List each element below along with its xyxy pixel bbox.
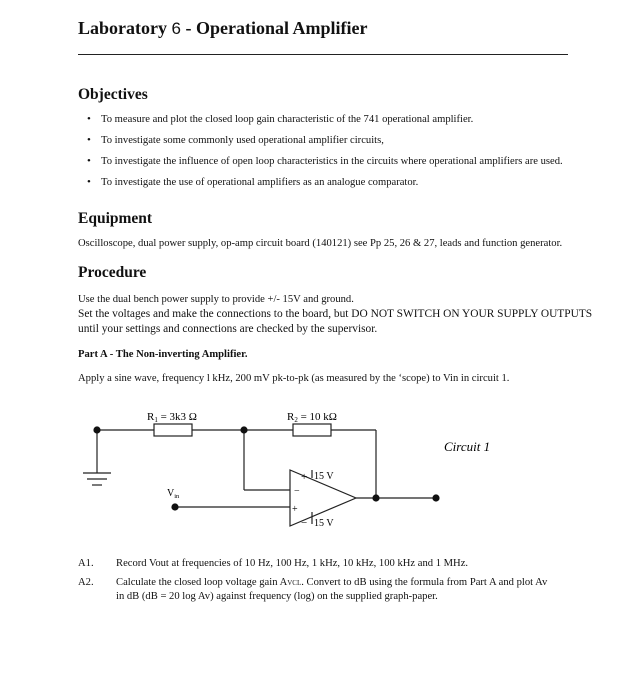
r1-label: R1 = 3k3 Ω [147, 411, 197, 424]
objective-item: • To investigate the influence of open loop characteristics in the circuits where operational amplifiers are used. [87, 155, 563, 167]
opamp-supply-plus: + [301, 471, 308, 483]
question-text: Calculate the closed loop voltage gain AVCL. Convert to dB using the formula from Part A and plot Av [116, 577, 548, 588]
objective-item: • To measure and plot the closed loop gain characteristic of the 741 operational amplifier. [87, 113, 474, 125]
procedure-line-3: until your settings and connections are checked by the supervisor. [78, 323, 378, 335]
question-text: Record Vout at frequencies of 10 Hz, 100 Hz, 1 kHz, 10 kHz, 100 kHz and 1 MHz. [116, 558, 469, 569]
bullet-icon: • [87, 155, 91, 167]
bullet-icon: • [87, 113, 91, 125]
question-number: A2. [78, 577, 94, 588]
circuit-caption: Circuit 1 [444, 439, 491, 454]
procedure-heading: Procedure [78, 264, 147, 281]
resistor-r1 [154, 424, 192, 436]
opamp-inverting-sign: − [294, 486, 300, 497]
procedure-line-2: Set the voltages and make the connections to the board, but DO NOT SWITCH ON YOUR SUPPLY OUTPUTS [78, 308, 593, 320]
procedure-line-1: Use the dual bench power supply to provide +/- 15V and ground. [78, 294, 354, 305]
part-a-text: Apply a sine wave, frequency l kHz, 200 mV pk-to-pk (as measured by the ‘scope) to Vin in circuit 1. [78, 373, 510, 384]
node-output-terminal [432, 494, 439, 501]
title-number: 6 [171, 19, 181, 38]
vpos-label: 15 V [314, 471, 334, 482]
r2-label: R2 = 10 kΩ [287, 411, 337, 424]
part-a-title: Part A - The Non-inverting Amplifier. [78, 349, 248, 360]
opamp-supply-minus: − [301, 517, 308, 529]
node-junction [240, 426, 247, 433]
equipment-text: Oscilloscope, dual power supply, op-amp circuit board (140121) see Pp 25, 26 & 27, leads and function generator. [78, 238, 563, 249]
resistor-r2 [293, 424, 331, 436]
title-suffix: - Operational Amplifier [180, 18, 368, 38]
question-text-continued: in dB (dB = 20 log Av) against frequency (log) on the supplied graph-paper. [116, 591, 438, 602]
objective-item: • To investigate the use of operational amplifiers as an analogue comparator. [87, 176, 419, 188]
node-left-top [93, 426, 100, 433]
vin-label: $V_{in}$ [167, 488, 180, 500]
opamp-noninverting-sign: + [292, 504, 298, 515]
bullet-icon: • [87, 176, 91, 188]
objective-item: • To investigate some commonly used operational amplifier circuits, [87, 134, 384, 146]
equipment-heading: Equipment [78, 210, 153, 227]
title-prefix: Laboratory [78, 18, 167, 38]
bullet-icon: • [87, 134, 91, 146]
question-number: A1. [78, 558, 94, 569]
vneg-label: 15 V [314, 518, 334, 529]
node-output [372, 494, 379, 501]
node-vin [171, 503, 178, 510]
objectives-heading: Objectives [78, 86, 148, 103]
